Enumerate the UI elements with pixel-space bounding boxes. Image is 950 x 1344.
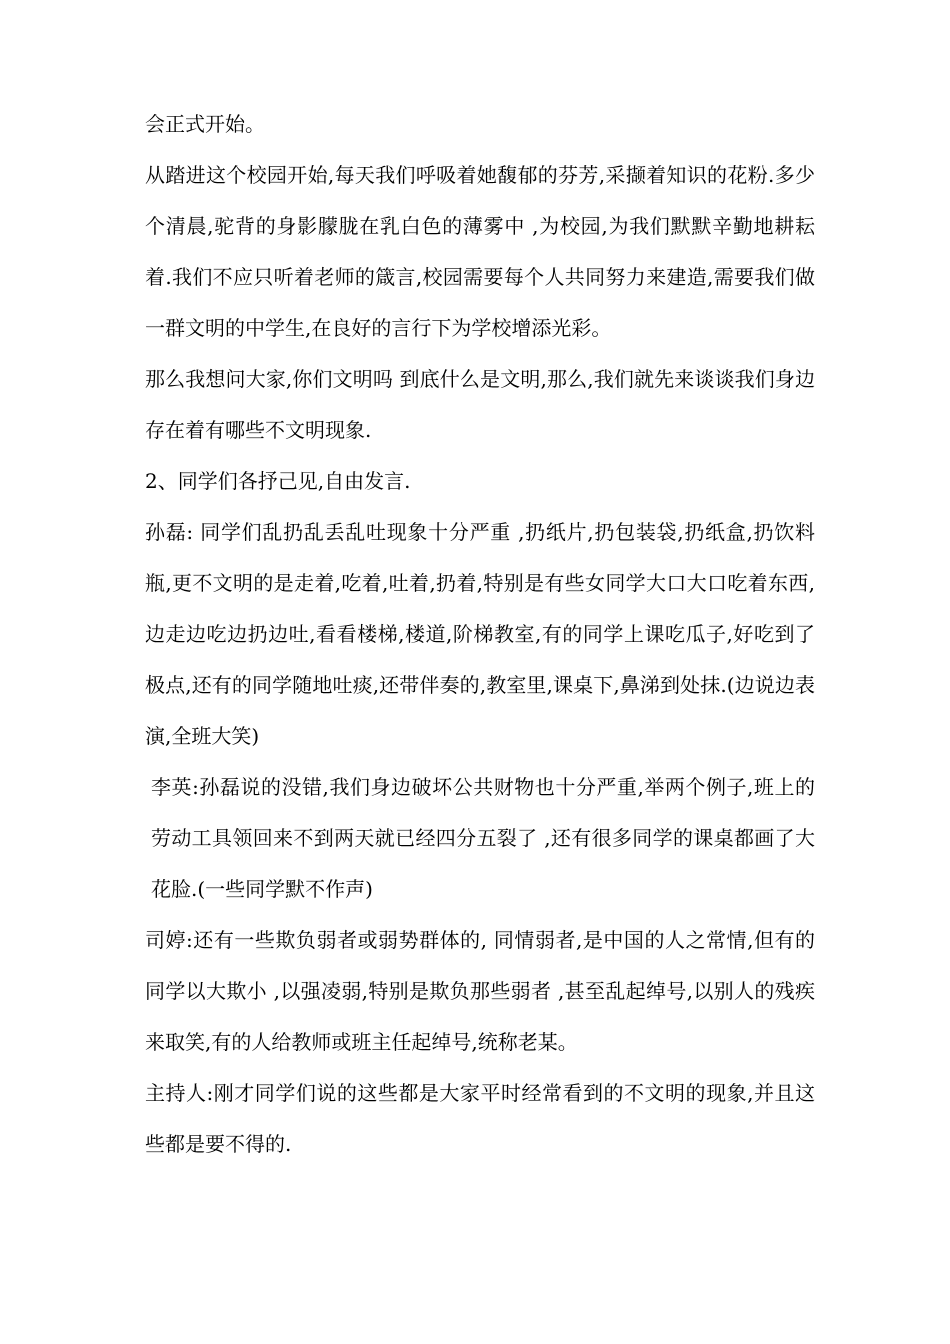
- paragraph-question: 那么我想问大家,你们文明吗 到底什么是文明,那么,我们就先来谈谈我们身边存在着有哪些不文明现象.: [145, 367, 815, 442]
- paragraph-opening-end: 会正式开始。: [145, 112, 265, 136]
- paragraph-li-ying: 李英:孙磊说的没错,我们身边破坏公共财物也十分严重,举两个例子,班上的劳动工具领回来不到两天就已经四分五裂了 ,还有很多同学的课桌都画了大花脸.(一些同学默不作声): [151, 775, 815, 901]
- paragraph-sun-lei: 孙磊: 同学们乱扔乱丢乱吐现象十分严重 ,扔纸片,扔包装袋,扔纸盒,扔饮料瓶,更不文明的是走着,吃着,吐着,扔着,特别是有些女同学大口大口吃着东西,边走边吃边扔边吐,看看楼梯,楼道,阶梯教室,有的同学上课吃瓜子,好吃到了极点,还有的同学随地吐痰,还带伴奏的,教室里,课桌下,鼻涕到处抹.(边说边表演,全班大笑): [145, 520, 815, 748]
- paragraph-si-ting: 司婷:还有一些欺负弱者或弱势群体的, 同情弱者,是中国的人之常情,但有的同学以大欺小 ,以强凌弱,特别是欺负那些弱者 ,甚至乱起绰号,以别人的残疾来取笑,有的人给教师或班主任起绰号,统称老某。: [145, 928, 815, 1054]
- paragraph-campus: 从踏进这个校园开始,每天我们呼吸着她馥郁的芬芳,采撷着知识的花粉.多少个清晨,驼背的身影朦胧在乳白色的薄雾中 ,为校园,为我们默默辛勤地耕耘着.我们不应只听着老师的箴言,校园需要每个人共同努力来建造,需要我们做一群文明的中学生,在良好的言行下为学校增添光彩。: [145, 163, 815, 340]
- document-body: [145, 99, 815, 1170]
- paragraph-host: 主持人:刚才同学们说的这些都是大家平时经常看到的不文明的现象,并且这些都是要不得的.: [145, 1081, 815, 1156]
- paragraph-section-heading: 2、同学们各抒己见,自由发言.: [145, 469, 411, 493]
